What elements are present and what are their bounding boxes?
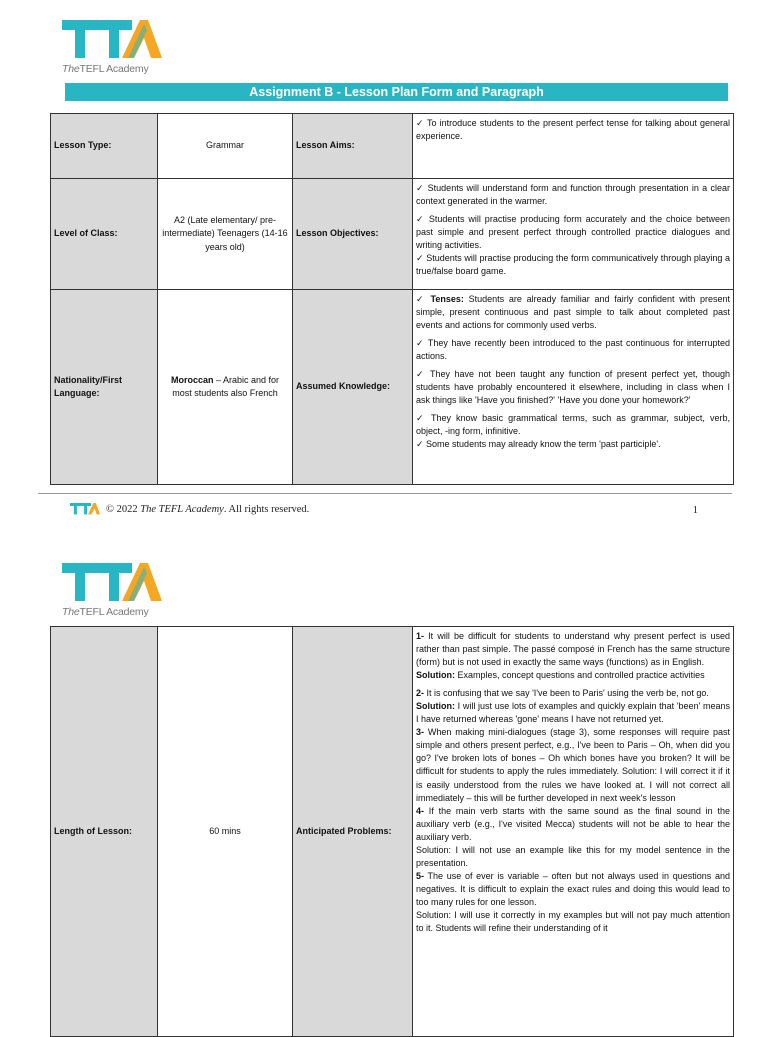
copyright-text: © 2022 The TEFL Academy. All rights reserved. (106, 503, 310, 515)
lesson-objectives-text: ✓ Students will understand form and function through presentation in a clear context generated in the warmer. ✓ Students will practise producing form accurately and the choice between past simple and present perfect through controlled practice dialogues and writing activities. ✓ Students will practise producing the form communicatively through playing a true/false board game. (413, 179, 734, 290)
assumed-knowledge-text: ✓ Tenses: Students are already familiar and fairly confident with present simple, present continuous and past simple to talk about completed past events and actions for commonly used verbs. ✓ They have recently been introduced to the past continuous for interrupted actions. ✓ They have not been taught any function of present perfect yet, though students have probably encountered it elsewhere, including in class when I ask things like 'Have you finished?' 'Have you done your homework?' ✓ They know basic grammatical terms, such as grammar, subject, verb, object, -ing form, infinitive. ✓ Some students may already know the term 'past participle'. (413, 290, 734, 485)
lesson-aims-text: ✓ To introduce students to the present perfect tense for talking about general experience. (413, 114, 734, 179)
tta-logo (62, 561, 162, 618)
logo-tagline: TheTEFL Academy (62, 63, 149, 75)
logo-tagline: TheTEFL Academy (62, 606, 149, 618)
length-of-lesson-label: Length of Lesson: (51, 627, 158, 1037)
assumed-knowledge-label: Assumed Knowledge: (293, 290, 413, 485)
anticipated-problems-label: Anticipated Problems: (293, 627, 413, 1037)
level-of-class-value: A2 (Late elementary/ pre-intermediate) Teenagers (14-16 years old) (158, 179, 293, 290)
lesson-plan-table-2 (50, 626, 734, 1037)
tta-logo (62, 18, 162, 75)
tta-logo-mark (62, 18, 162, 62)
table-row (51, 114, 734, 179)
table-row (51, 290, 734, 485)
table-row (51, 179, 734, 290)
lesson-plan-table-1 (50, 113, 734, 485)
nationality-value: Moroccan – Arabic and for most students also French (158, 290, 293, 485)
table-row (51, 627, 734, 1037)
length-of-lesson-value: 60 mins (158, 627, 293, 1037)
lesson-type-value: Grammar (158, 114, 293, 179)
page-footer (70, 502, 730, 520)
lesson-objectives-label: Lesson Objectives: (293, 179, 413, 290)
tta-logo-mark (62, 561, 162, 605)
assignment-banner: Assignment B - Lesson Plan Form and Paragraph (65, 83, 728, 101)
nationality-label: Nationality/First Language: (51, 290, 158, 485)
anticipated-problems-text: 1- It will be difficult for students to understand why present perfect is used rather than past simple. The passé composé in French has the same structure (form) but is not used in exactly the same ways (functions) as in English. Solution: Examples, concept questions and controlled practice activities 2- It is confusing that we say 'I've been to Paris' using the verb be, not go. Solution: I will just use lots of examples and quickly explain that 'been' means I have returned whereas 'gone' means I have not returned yet. 3- When making mini-dialogues (stage 3), some responses will require past simple and others present perfect, e.g., I've been to Paris – Oh, when did you go? I've broken lots of bones – Oh which bones have you broken? It will be difficult for students to apply the rules immediately. Solution: I will correct it if it is easily understood from the rules we have looked at. I will not correct all immediately – this will be further developed in next week's lesson 4- If the main verb starts with the same sound as the final sound in the auxiliary verb (e.g., I've visited Mecca) students will not be able to hear the auxiliary verb. Solution: I will not use an example like this for my model sentence in the presentation. 5- The use of ever is variable – often but not always used in questions and negatives. It is difficult to explain the exact rules and doing this would lead to too many rules for one lesson. Solution: I will use it correctly in my examples but will not pay much attention to it. Students will refine their understanding of it (413, 627, 734, 1037)
lesson-type-label: Lesson Type: (51, 114, 158, 179)
page-number: 1 (692, 505, 698, 516)
footer-divider (38, 493, 732, 494)
lesson-aims-label: Lesson Aims: (293, 114, 413, 179)
tta-footer-logo-icon (70, 502, 100, 516)
level-of-class-label: Level of Class: (51, 179, 158, 290)
